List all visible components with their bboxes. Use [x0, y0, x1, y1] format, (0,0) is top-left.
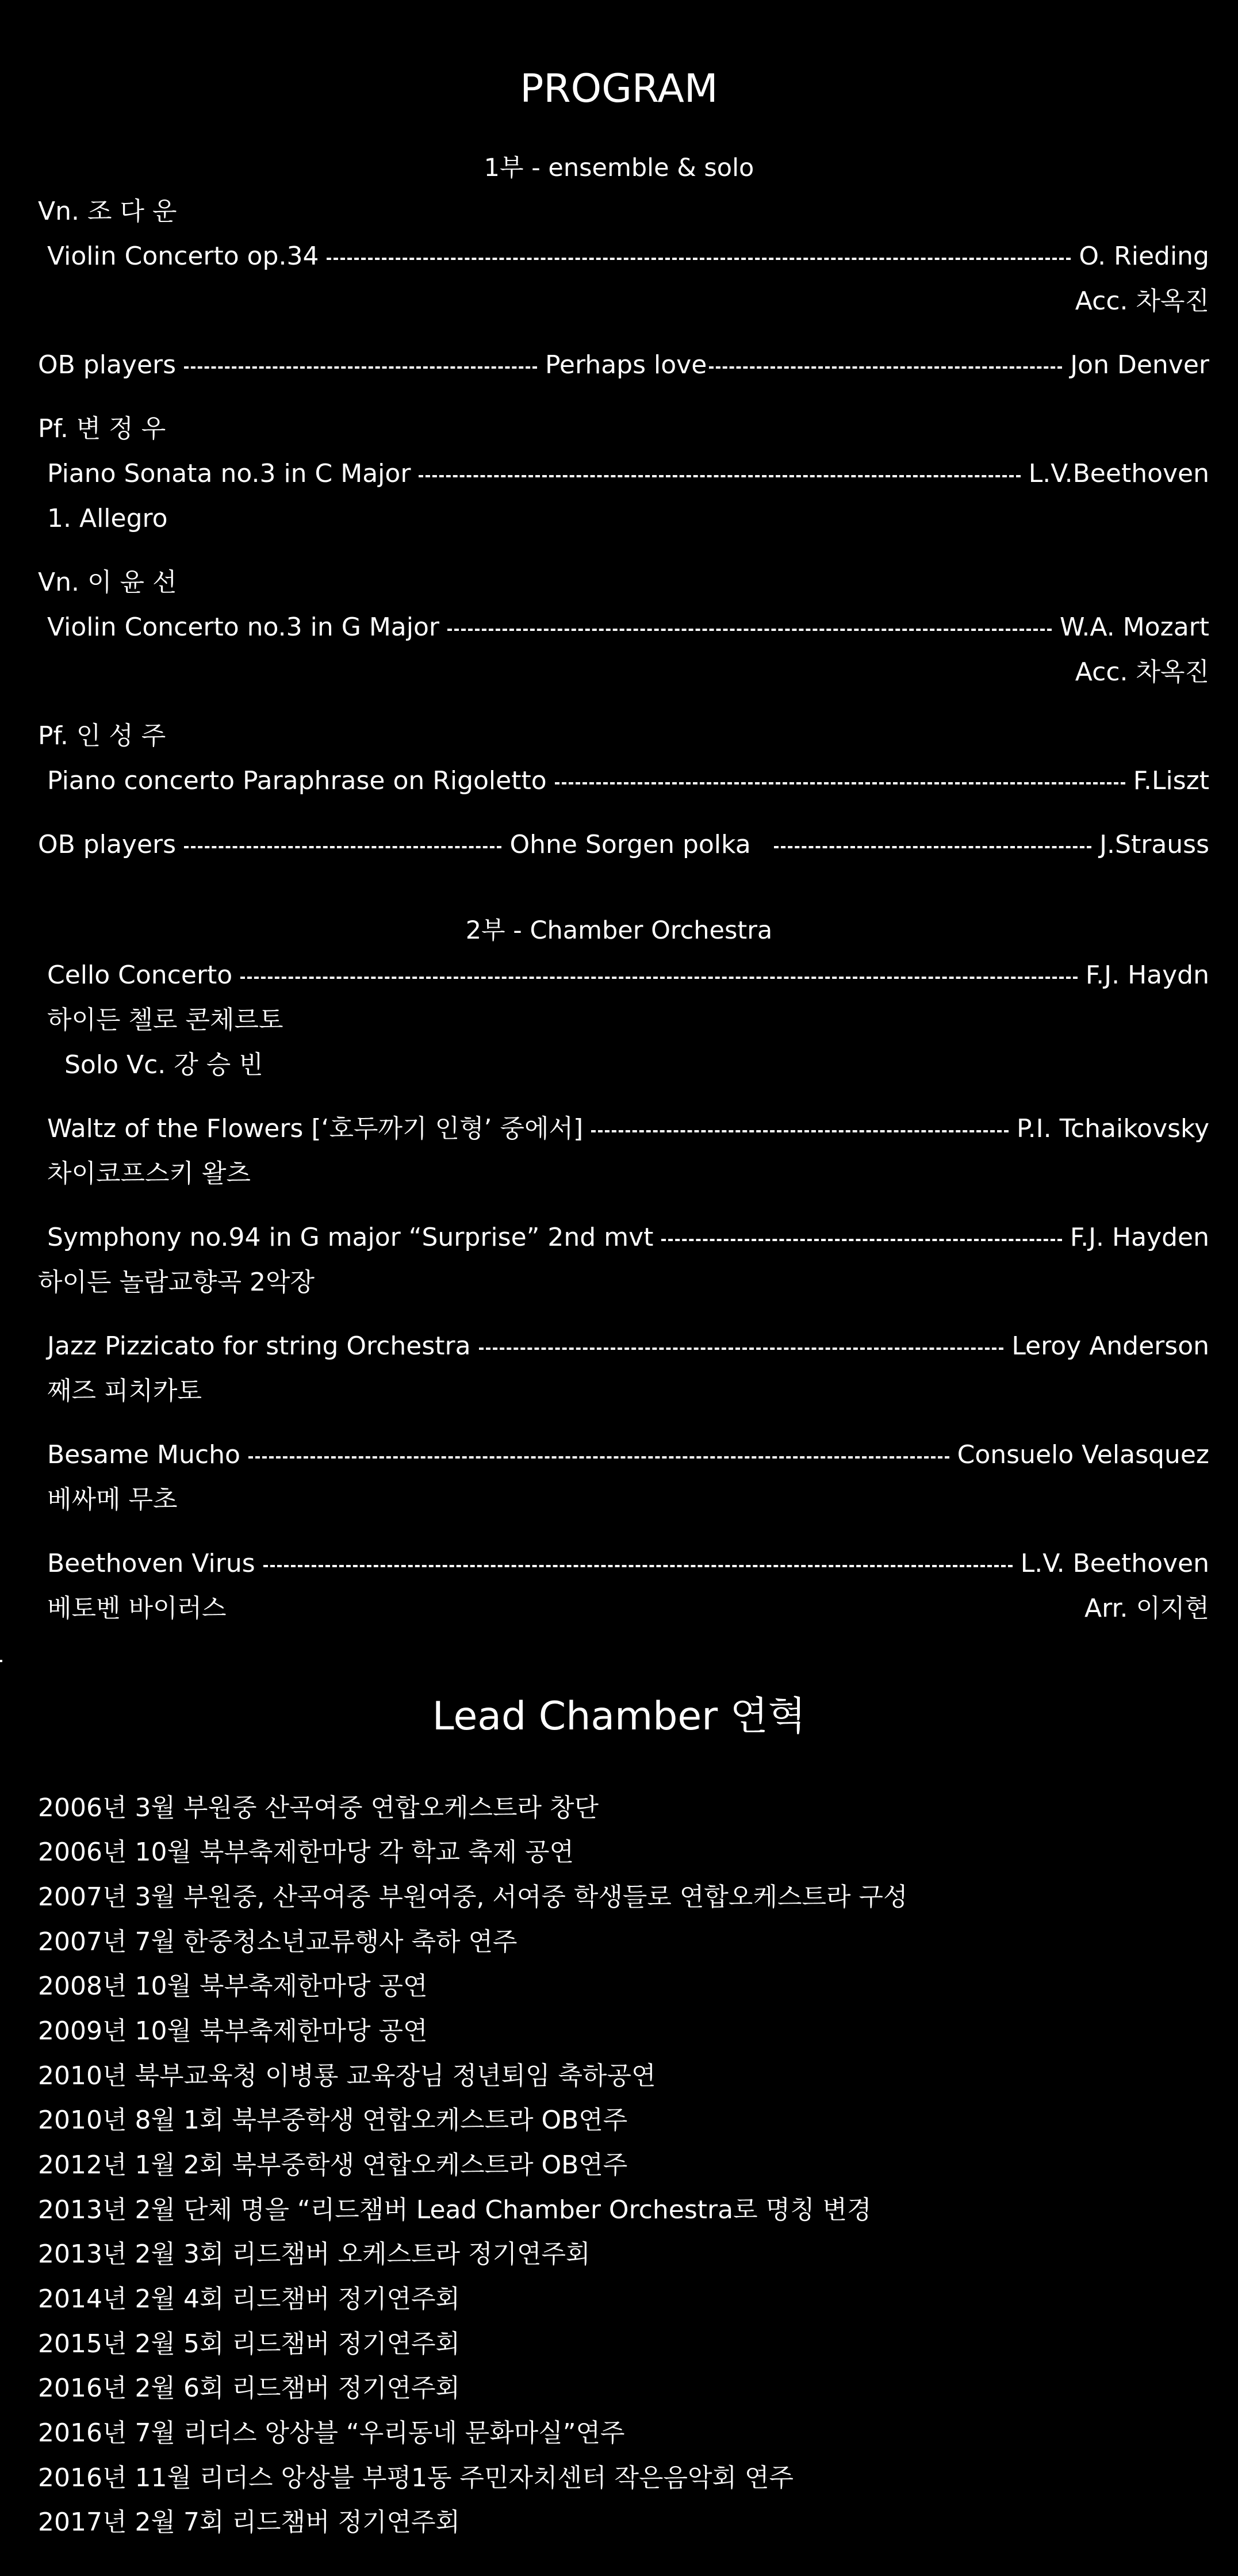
- composer: F.J. Haydn: [1085, 960, 1209, 990]
- performer-name: Pf. 변 정 우: [38, 414, 166, 443]
- performer-name: Pf. 인 성 주: [38, 721, 166, 751]
- composer: Consuelo Velasquez: [957, 1440, 1209, 1469]
- history-item: 2014년 2월 4회 리드챔버 정기연주회: [38, 2284, 460, 2314]
- leader-dashes: [591, 1130, 1009, 1132]
- korean-title: 하이든 첼로 콘체르토: [47, 1005, 283, 1035]
- leader-dashes: [709, 366, 1062, 369]
- korean-title: 베토벤 바이러스: [47, 1594, 227, 1623]
- program-entry: [0, 827, 1238, 863]
- leader-dashes: [419, 475, 1020, 477]
- piece-title: Waltz of the Flowers [‘호두까기 인형’ 중에서]: [47, 1114, 584, 1143]
- program-entry: [0, 958, 1238, 993]
- program-entry: [0, 1437, 1238, 1473]
- piece-title: Symphony no.94 in G major “Surprise” 2nd mvt: [47, 1223, 654, 1252]
- korean-title: 베싸메 무초: [47, 1485, 178, 1514]
- accompanist: Acc. 차옥진: [1075, 286, 1209, 316]
- program-entry: [0, 1546, 1238, 1582]
- leader-dashes: [263, 1565, 1013, 1567]
- program-title: PROGRAM: [520, 66, 718, 112]
- history-item: 2007년 7월 한중청소년교류행사 축하 연주: [38, 1927, 518, 1957]
- history-item: 2006년 3월 부원중 산곡여중 연합오케스트라 창단: [38, 1793, 599, 1823]
- history-item: 2006년 10월 북부축제한마당 각 학교 축제 공연: [38, 1838, 574, 1867]
- leader-dashes: [184, 366, 537, 369]
- movement: 1. Allegro: [47, 504, 168, 533]
- composer: O. Rieding: [1079, 242, 1209, 271]
- history-item: 2010년 8월 1회 북부중학생 연합오케스트라 OB연주: [38, 2106, 628, 2135]
- piece-title: Cello Concerto: [47, 960, 233, 990]
- history-item: 2013년 2월 3회 리드챔버 오케스트라 정기연주회: [38, 2240, 591, 2269]
- korean-title: 째즈 피치카토: [47, 1376, 202, 1406]
- history-item: 2016년 7월 리더스 앙상블 “우리동네 문화마실”연주: [38, 2418, 625, 2448]
- program-entry: [0, 763, 1238, 799]
- composer: F.J. Hayden: [1070, 1223, 1209, 1252]
- ensemble-label: OB players: [38, 830, 177, 859]
- program-entry: [0, 1329, 1238, 1364]
- history-item: 2016년 2월 6회 리드챔버 정기연주회: [38, 2374, 460, 2403]
- program-entry: [0, 1220, 1238, 1256]
- leader-dashes: [774, 846, 1091, 848]
- program-entry-footer: [0, 1591, 1238, 1626]
- history-item: 2013년 2월 단체 명을 “리드챔버 Lead Chamber Orchestra로 명칭 변경: [38, 2195, 872, 2225]
- leader-dashes: [555, 782, 1125, 784]
- part2-title: 2부 - Chamber Orchestra: [465, 916, 773, 945]
- program-entry: [0, 347, 1238, 383]
- edge-mark: [0, 1660, 2, 1662]
- piece-title: Perhaps love: [545, 350, 707, 380]
- history-item: 2012년 1월 2회 북부중학생 연합오케스트라 OB연주: [38, 2150, 628, 2180]
- ensemble-label: OB players: [38, 350, 177, 380]
- soloist: Solo Vc. 강 승 빈: [64, 1050, 263, 1080]
- performer-name: Vn. 이 윤 선: [38, 568, 177, 597]
- leader-dashes: [327, 258, 1071, 260]
- history-item: 2009년 10월 북부축제한마당 공연: [38, 2016, 428, 2046]
- leader-dashes: [479, 1348, 1004, 1350]
- korean-title: 차이코프스키 왈츠: [47, 1159, 251, 1188]
- accompanist: Acc. 차옥진: [1075, 657, 1209, 687]
- part1-title: 1부 - ensemble & solo: [484, 154, 754, 182]
- program-entry: [0, 456, 1238, 492]
- piece-title: Piano Sonata no.3 in C Major: [47, 459, 411, 488]
- leader-dashes: [248, 1456, 949, 1459]
- history-item: 2007년 3월 부원중, 산곡여중 부원여중, 서여중 학생들로 연합오케스트라 구성: [38, 1882, 908, 1912]
- composer: J.Strauss: [1099, 830, 1210, 859]
- history-item: 2015년 2월 5회 리드챔버 정기연주회: [38, 2329, 460, 2359]
- piece-title: Ohne Sorgen polka: [509, 830, 751, 859]
- performer-name: Vn. 조 다 운: [38, 197, 177, 226]
- history-item: 2008년 10월 북부축제한마당 공연: [38, 1972, 428, 2001]
- composer: P.I. Tchaikovsky: [1016, 1114, 1209, 1143]
- composer: L.V.Beethoven: [1028, 459, 1209, 488]
- history-title: Lead Chamber 연혁: [432, 1694, 806, 1739]
- piece-title: Besame Mucho: [47, 1440, 240, 1469]
- program-entry: [0, 1111, 1238, 1147]
- composer: F.Liszt: [1133, 766, 1209, 795]
- leader-dashes: [240, 977, 1078, 979]
- leader-dashes: [661, 1239, 1061, 1241]
- piece-title: Violin Concerto no.3 in G Major: [47, 613, 439, 642]
- program-entry: [0, 239, 1238, 274]
- korean-title: 하이든 놀람교향곡 2악장: [38, 1268, 315, 1297]
- piece-title: Violin Concerto op.34: [47, 242, 319, 271]
- history-item: 2016년 11월 리더스 앙상블 부평1동 주민자치센터 작은음악회 연주: [38, 2463, 794, 2493]
- history-item: 2017년 2월 7회 리드챔버 정기연주회: [38, 2508, 460, 2537]
- composer: Leroy Anderson: [1011, 1331, 1209, 1361]
- piece-title: Beethoven Virus: [47, 1549, 255, 1578]
- leader-dashes: [184, 846, 501, 848]
- composer: L.V. Beethoven: [1020, 1549, 1209, 1578]
- composer: Jon Denver: [1070, 350, 1209, 380]
- program-entry: [0, 610, 1238, 645]
- history-item: 2010년 북부교육청 이병룡 교육장님 정년퇴임 축하공연: [38, 2061, 656, 2091]
- piece-title: Jazz Pizzicato for string Orchestra: [47, 1331, 471, 1361]
- composer: W.A. Mozart: [1059, 613, 1209, 642]
- arranger: Arr. 이지현: [1084, 1594, 1209, 1623]
- leader-dashes: [447, 629, 1052, 631]
- piece-title: Piano concerto Paraphrase on Rigoletto: [47, 766, 547, 795]
